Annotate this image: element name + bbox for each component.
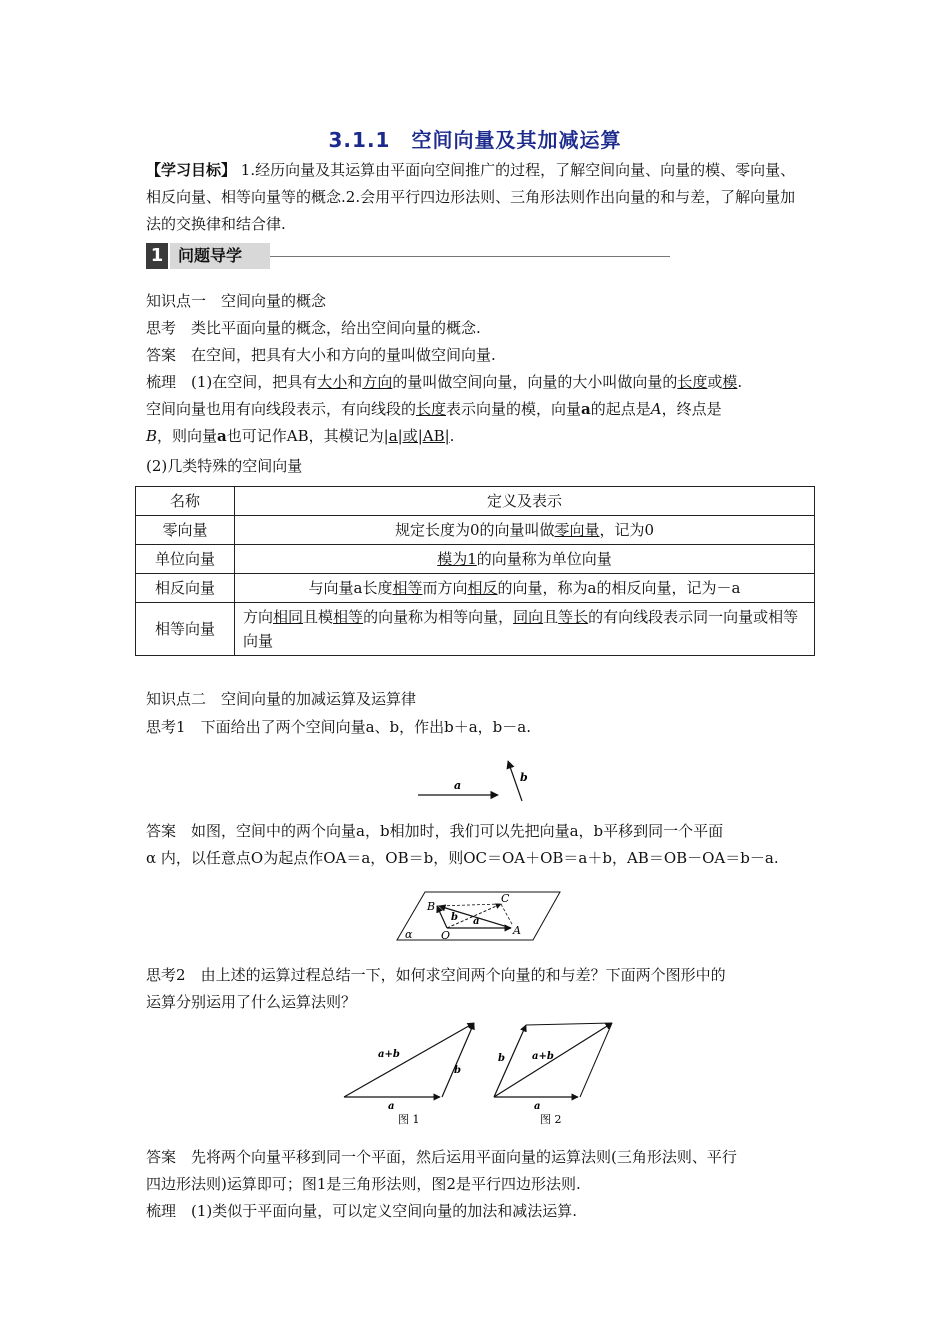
sort-label: 梳理 xyxy=(146,1202,177,1220)
think2-label: 思考2 xyxy=(146,966,186,984)
learning-goals xyxy=(146,157,810,238)
table-row xyxy=(136,545,815,574)
table-row xyxy=(136,574,815,603)
text-run: 规定长度为0的向量叫做 xyxy=(394,521,555,539)
blank-answer: 相等 xyxy=(333,608,364,626)
answer1-label: 答案 xyxy=(146,822,177,840)
fig1-b-label: b xyxy=(454,1065,461,1076)
kp2-answer1-line1 xyxy=(146,818,723,845)
kp2-answer1-line2: α 内，以任意点O为起点作OA＝a，OB＝b，则OC＝OA＋OB＝a＋b，AB＝OB－OA＝b－a. xyxy=(146,849,779,867)
dashed-bc xyxy=(437,904,501,906)
kp2-think1 xyxy=(146,714,531,741)
text-run: (1)在空间，把具有 xyxy=(191,373,318,391)
answer-label: 答案 xyxy=(146,346,177,364)
section-label: 问题导学 xyxy=(170,243,270,269)
fig1-a-label: a xyxy=(388,1101,395,1112)
table-row xyxy=(136,603,815,656)
text-run: 由上述的运算过程总结一下，如何求空间两个向量的和与差？下面两个图形中的 xyxy=(200,966,726,984)
section-rule xyxy=(270,256,670,257)
fig1-vector-sum xyxy=(344,1023,474,1097)
special-vectors-heading: (2)几类特殊的空间向量 xyxy=(146,457,303,475)
fig2-caption: 图 2 xyxy=(540,1113,562,1126)
goals-text: 1.经历向量及其运算由平面向空间推广的过程，了解空间向量、向量的模、零向量、相反向量、相等向量等的概念.2.会用平行四边形法则、三角形法则作出向量的和与差，了解向量加法的交换律和结合律. xyxy=(146,161,796,233)
text-run: ，则向量 xyxy=(157,427,218,445)
kp1-sort-line1 xyxy=(146,369,742,396)
answer2-label: 答案 xyxy=(146,1148,177,1166)
fig2-a-label: a xyxy=(534,1101,541,1112)
text-run: . xyxy=(449,427,455,445)
fig2-b-label: b xyxy=(498,1053,505,1064)
kp1-sort-line2 xyxy=(146,396,722,423)
text-run: ，记为0 xyxy=(599,521,655,539)
fig1-sum-label: a+b xyxy=(378,1049,400,1060)
goals-tag: 【学习目标】 xyxy=(146,161,237,179)
kp1-sort-line3 xyxy=(146,423,454,450)
table-header-cell: 名称 xyxy=(136,487,235,516)
blank-answer: 相反 xyxy=(467,579,498,597)
fig2-side-top xyxy=(526,1023,612,1025)
kp2-answer2-line2: 四边形法则)运算即可；图1是三角形法则，图2是平行四边形法则. xyxy=(146,1175,581,1193)
text-run: 的向量称为单位向量 xyxy=(476,550,612,568)
text-run: (1)类似于平面向量，可以定义空间向量的加法和减法运算. xyxy=(191,1202,578,1220)
text-run: 且 xyxy=(543,608,559,626)
text-run: 方向 xyxy=(243,608,274,626)
blank-answer: 相等 xyxy=(392,579,423,597)
blank-answer: 同向 xyxy=(513,608,544,626)
blank-answer: |a|或|AB| xyxy=(383,427,450,445)
fig1-caption: 图 1 xyxy=(398,1113,420,1126)
think-text: 类比平面向量的概念，给出空间向量的概念. xyxy=(191,319,481,337)
kp1-think xyxy=(146,315,481,342)
text-run: 空间向量也用有向线段表示，有向线段的 xyxy=(146,400,417,418)
special-vectors-table xyxy=(135,486,815,656)
section-header xyxy=(146,243,526,271)
sort-label: 梳理 xyxy=(146,373,177,391)
page-title: 3.1.1 空间向量及其加减运算 xyxy=(328,128,622,152)
blank-answer: 长度 xyxy=(677,373,708,391)
table-header-cell: 定义及表示 xyxy=(235,487,815,516)
table-cell-def xyxy=(235,516,815,545)
vector-b-label: b xyxy=(520,771,528,784)
point-o-label: O xyxy=(441,929,451,942)
text-run: 的起点是 xyxy=(590,400,651,418)
table-cell-def xyxy=(235,574,815,603)
point-label: A xyxy=(650,400,662,418)
table-header-row xyxy=(136,487,815,516)
kp1-heading: 知识点一 空间向量的概念 xyxy=(146,292,327,310)
blank-answer: 等长 xyxy=(558,608,589,626)
think-label: 思考 xyxy=(146,319,177,337)
kp2-think2-line2: 运算分别运用了什么运算法则？ xyxy=(146,993,357,1011)
think1-label: 思考1 xyxy=(146,718,186,736)
text-run: 和 xyxy=(347,373,363,391)
table-cell-name: 零向量 xyxy=(136,516,235,545)
blank-answer: 长度 xyxy=(416,400,447,418)
point-label: B xyxy=(146,427,158,445)
vector-a-label: a xyxy=(473,916,480,927)
vector-ob xyxy=(437,906,447,928)
blank-answer: 大小 xyxy=(317,373,348,391)
table-cell-def xyxy=(235,603,815,656)
text-run: 的向量，称为a的相反向量，记为－a xyxy=(497,579,741,597)
fig2-side-right xyxy=(580,1023,612,1097)
table-cell-def xyxy=(235,545,815,574)
text-run: 的有向线段表示同一向量或相等向量 xyxy=(243,608,799,650)
text-run: 的量叫做空间向量，向量的大小叫做向量的 xyxy=(392,373,678,391)
vector-a-label: a xyxy=(454,779,462,792)
text-run: . xyxy=(737,373,743,391)
figure-addition-rules xyxy=(338,1015,638,1130)
blank-answer: 零向量 xyxy=(554,521,600,539)
text-run: 且模 xyxy=(303,608,334,626)
text-run: 与向量a长度 xyxy=(308,579,393,597)
text-run: 也可记作AB，其模记为 xyxy=(226,427,384,445)
point-b-label: B xyxy=(427,900,436,913)
fig2-sum-label: a+b xyxy=(532,1051,554,1062)
figure-two-vectors xyxy=(410,755,540,807)
table-cell-name: 相等向量 xyxy=(136,603,235,656)
kp1-answer xyxy=(146,342,496,369)
blank-answer: 方向 xyxy=(362,373,393,391)
answer-text: 在空间，把具有大小和方向的量叫做空间向量. xyxy=(191,346,496,364)
table-row xyxy=(136,516,815,545)
text-run: 表示向量的模，向量 xyxy=(446,400,582,418)
text-run: 或 xyxy=(707,373,723,391)
text-run: 先将两个向量平移到同一个平面，然后运用平面向量的运算法则(三角形法则、平行 xyxy=(191,1148,737,1166)
text-run: ，终点是 xyxy=(661,400,722,418)
point-c-label: C xyxy=(501,892,510,905)
plane-alpha-label: α xyxy=(405,928,413,941)
text-run: 的向量称为相等向量， xyxy=(363,608,514,626)
kp2-answer2-line1 xyxy=(146,1144,737,1171)
blank-answer: 模为1 xyxy=(437,550,477,568)
vector-b-label: b xyxy=(451,912,458,923)
kp2-heading: 知识点二 空间向量的加减运算及运算律 xyxy=(146,690,417,708)
blank-answer: 模 xyxy=(722,373,738,391)
kp2-sort xyxy=(146,1198,577,1225)
table-cell-name: 相反向量 xyxy=(136,574,235,603)
think1-text: 下面给出了两个空间向量a、b，作出b＋a，b－a. xyxy=(200,718,531,736)
section-number: 1 xyxy=(146,243,168,269)
fig1-vector-b xyxy=(442,1023,474,1097)
point-a-label: A xyxy=(513,924,521,937)
kp2-think2-line1 xyxy=(146,962,726,989)
blank-answer: 相同 xyxy=(273,608,304,626)
vector-symbol: a xyxy=(217,427,227,445)
table-cell-name: 单位向量 xyxy=(136,545,235,574)
text-run: 而方向 xyxy=(422,579,468,597)
dashed-ca xyxy=(501,904,513,926)
figure-plane-vectors xyxy=(395,888,565,944)
vector-symbol: a xyxy=(581,400,591,418)
text-run: 如图，空间中的两个向量a，b相加时，我们可以先把向量a，b平移到同一个平面 xyxy=(191,822,724,840)
